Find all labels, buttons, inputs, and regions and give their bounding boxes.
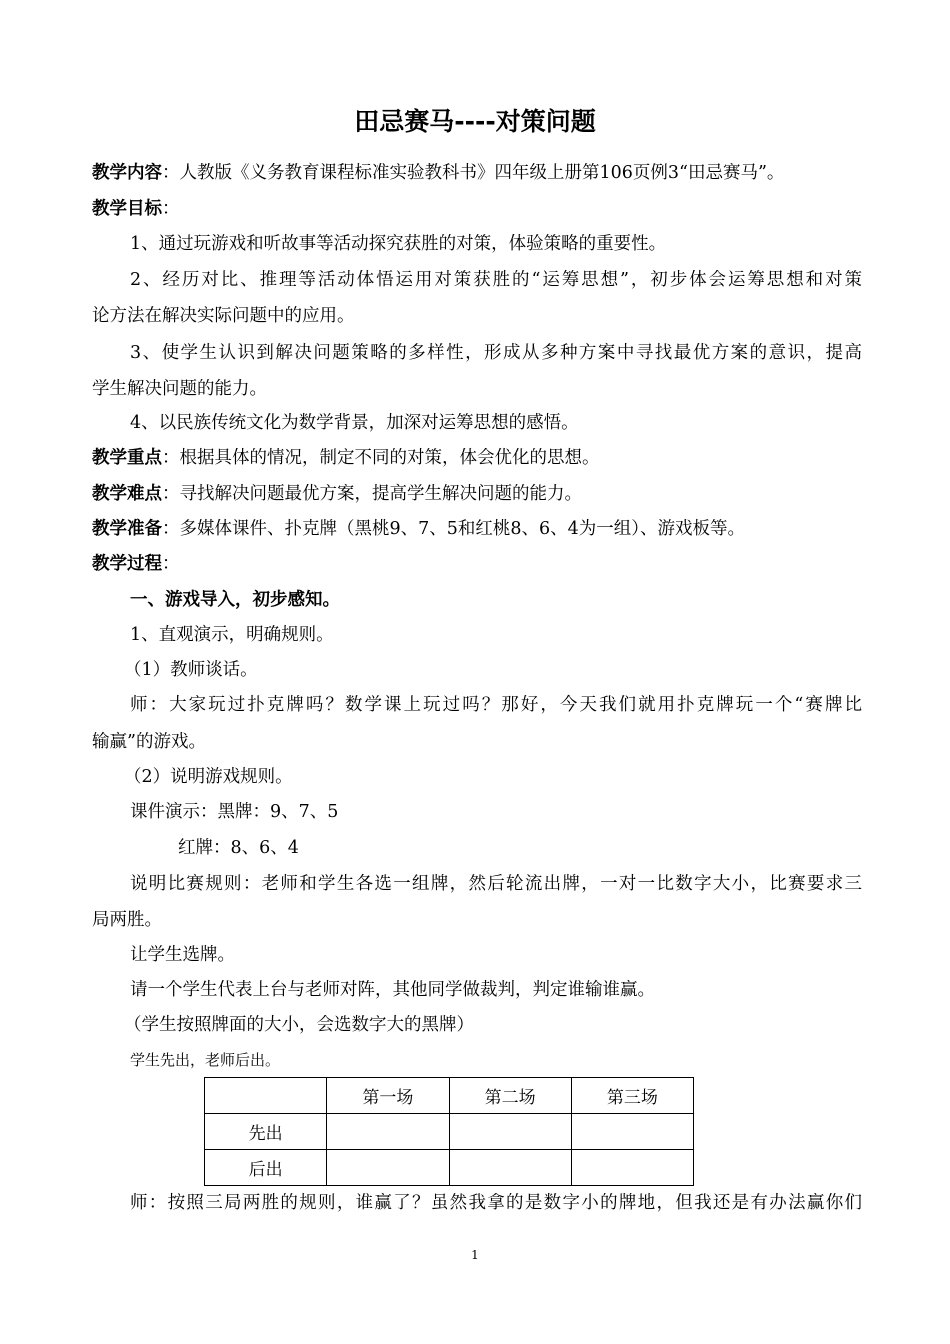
goal-2-line-2: 论方法在解决实际问题中的应用。: [92, 306, 355, 326]
key-line: [92, 446, 862, 470]
table-header: 第三场: [571, 1078, 693, 1114]
page-title: 田忌赛马----对策问题: [354, 107, 596, 136]
score-table: [204, 1077, 694, 1186]
goal-4: 4、以民族传统文化为数学背景，加深对运筹思想的感悟。: [130, 413, 579, 433]
step-1: 1、直观演示，明确规则。: [130, 625, 334, 645]
table-row: [205, 1114, 694, 1150]
difficulty-text: ：寻找解决问题最优方案，提高学生解决问题的能力。: [162, 484, 582, 504]
teacher-talk-line-2: 输赢”的游戏。: [92, 732, 206, 752]
sub-step-2: （2）说明游戏规则。: [124, 767, 293, 787]
process-colon: ：: [162, 554, 180, 574]
table-cell: [449, 1114, 571, 1150]
table-cell: [571, 1114, 693, 1150]
rule-line-1: 说明比赛规则：老师和学生各选一组牌，然后轮流出牌，一对一比数字大小，比赛要求三: [130, 874, 862, 894]
prep-line: [92, 517, 862, 541]
teacher-conclusion: 师：按照三局两胜的规则，谁赢了？虽然我拿的是数字小的牌地，但我还是有办法赢你们: [130, 1193, 862, 1213]
rule-line-2: 局两胜。: [92, 910, 162, 930]
table-cell: [449, 1150, 571, 1186]
goal-1: 1、通过玩游戏和听故事等活动探究获胜的对策，体验策略的重要性。: [130, 234, 667, 254]
content-label: 教学内容: [92, 163, 162, 183]
section-1-heading: 一、游戏导入，初步感知。: [130, 590, 340, 610]
page-number: 1: [471, 1248, 479, 1262]
table-header: 第二场: [449, 1078, 571, 1114]
process-heading: [92, 552, 862, 576]
student-note: （学生按照牌面的大小，会选数字大的黑牌）: [124, 1015, 474, 1035]
demo-red-cards: 红牌：8、6、4: [178, 838, 299, 858]
key-text: ：根据具体的情况，制定不同的对策，体会优化的思想。: [162, 448, 600, 468]
content-text: ：人教版《义务教育课程标准实验教科书》四年级上册第106页例3“田忌赛马”。: [162, 163, 785, 183]
difficulty-line: [92, 482, 862, 506]
table-row: [205, 1150, 694, 1186]
row-label: 先出: [205, 1114, 327, 1150]
table-cell: [327, 1150, 449, 1186]
content-line: [92, 161, 862, 185]
invite-student: 请一个学生代表上台与老师对阵，其他同学做裁判，判定谁输谁赢。: [130, 980, 655, 1000]
key-label: 教学重点: [92, 448, 162, 468]
demo-black-cards: 课件演示：黑牌：9、7、5: [130, 802, 339, 822]
teacher-talk-line-1: 师：大家玩过扑克牌吗？数学课上玩过吗？那好，今天我们就用扑克牌玩一个“赛牌比: [130, 695, 862, 715]
table-cell: [571, 1150, 693, 1186]
sub-step-1: （1）教师谈话。: [124, 660, 258, 680]
prep-text: ：多媒体课件、扑克牌（黑桃9、7、5和红桃8、6、4为一组）、游戏板等。: [162, 519, 746, 539]
play-order: 学生先出，老师后出。: [130, 1051, 281, 1069]
row-label: 后出: [205, 1150, 327, 1186]
table-cell: [205, 1078, 327, 1114]
difficulty-label: 教学难点: [92, 484, 162, 504]
goals-label: 教学目标: [92, 199, 162, 219]
goals-heading: [92, 197, 862, 221]
goal-3-line-1: 3、使学生认识到解决问题策略的多样性，形成从多种方案中寻找最优方案的意识，提高: [130, 343, 862, 363]
goal-3-line-2: 学生解决问题的能力。: [92, 379, 267, 399]
goals-colon: ：: [162, 199, 180, 219]
table-cell: [327, 1114, 449, 1150]
goal-2-line-1: 2、经历对比、推理等活动体悟运用对策获胜的“运筹思想”，初步体会运筹思想和对策: [130, 270, 862, 290]
table-header: 第一场: [327, 1078, 449, 1114]
prep-label: 教学准备: [92, 519, 162, 539]
choose-cards: 让学生选牌。: [130, 945, 235, 965]
process-label: 教学过程: [92, 554, 162, 574]
table-header-row: [205, 1078, 694, 1114]
